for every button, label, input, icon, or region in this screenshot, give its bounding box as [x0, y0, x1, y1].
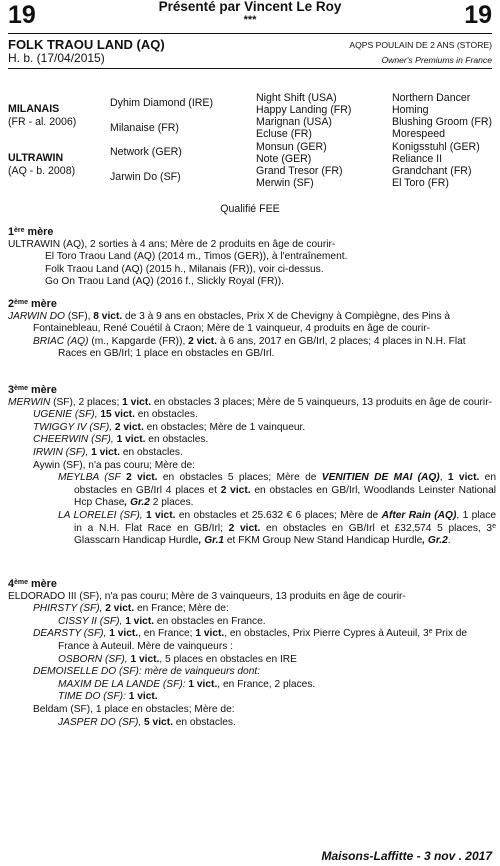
gen4-3: Blushing Groom (FR)	[392, 116, 493, 128]
gen4-6: Reliance II	[392, 153, 443, 165]
produce-line: OSBORN (SF), 1 vict., 5 places en obstacles en IRE	[58, 653, 297, 665]
section-second-dam	[8, 298, 496, 361]
produce-line: DEMOISELLE DO (SF): mère de vainqueurs dont:	[33, 666, 261, 678]
produce-line: Go On Traou Land (AQ) (2016 f., Slickly Royal (FR)).	[45, 276, 284, 288]
gen3-8: Merwin (SF)	[256, 177, 314, 189]
produce-line: DEARSTY (SF), 1 vict., en France; 1 vict., en obstacles, Prix Pierre Cypres à Auteuil, 3e Prix de France à Auteuil. Mère de vainqueurs :	[33, 628, 468, 652]
lot-number-right: 19	[464, 1, 492, 29]
sire-name: MILANAIS	[8, 103, 60, 115]
produce-line: El Toro Traou Land (AQ) (2014 m., Timos (GER)), à l'entraînement.	[45, 251, 348, 263]
section-title: 2ème mère	[8, 298, 57, 310]
gen4-2: Homing	[392, 104, 429, 116]
produce-line: MAXIM DE LA LANDE (SF): 1 vict., en France, 2 places.	[58, 678, 316, 690]
qualification: Qualifié FEE	[220, 203, 280, 215]
gen3-4: Ecluse (FR)	[256, 128, 312, 140]
produce-line: CISSY II (SF), 1 vict. en obstacles en France.	[58, 615, 266, 627]
produce-line: LA LORELEI (SF), 1 vict. en obstacles et 25.632 € 6 places; Mère de After Rain (AQ), 1 place in a N.H. Flat Race en GB/Irl; 2 vict. en obstacles en GB/Irl et £32,574 5 places, 3e Glasscarn Handicap Hurdle, Gr.1 et FKM Group New Stand Handicap Hurdle, Gr.2.	[58, 509, 496, 547]
header-rule	[8, 33, 492, 34]
title-rule	[8, 68, 492, 69]
produce-line: UGENIE (SF), 15 vict. en obstacles.	[33, 409, 198, 421]
gen3-6: Note (GER)	[256, 153, 312, 165]
dam-summary: ULTRAWIN (AQ), 2 sorties à 4 ans; Mère de 2 produits en âge de courir-	[8, 238, 336, 250]
section-fourth-dam	[8, 578, 496, 729]
produce-line: Folk Traou Land (AQ) (2015 h., Milanais (FR)), voir ci-dessus.	[45, 263, 324, 275]
produce-line: PHIRSTY (SF), 2 vict. en France; Mère de:	[33, 603, 229, 615]
produce-line: Aywin (SF), n'a pas couru; Mère de:	[33, 459, 195, 471]
dam-name: ULTRAWIN	[8, 152, 64, 164]
gen2-dam-dam: Jarwin Do (SF)	[110, 171, 181, 183]
produce-line: JASPER DO (SF), 5 vict. en obstacles.	[58, 716, 236, 728]
gen4-7: Grandchant (FR)	[392, 165, 472, 177]
gen2-dam-sire: Network (GER)	[110, 146, 182, 158]
gen3-5: Monsun (GER)	[256, 141, 327, 153]
gen4-5: Konigsstuhl (GER)	[392, 141, 480, 153]
gen3-2: Happy Landing (FR)	[256, 104, 352, 116]
dam-summary: ELDORADO III (SF), n'a pas couru; Mère de 3 vainqueurs, 13 produits en âge de courir-	[8, 590, 406, 602]
produce-line: CHEERWIN (SF), 1 vict. en obstacles.	[33, 434, 209, 446]
owners-premiums: Owner's Premiums in France	[381, 55, 492, 65]
lot-number-left: 19	[8, 1, 36, 29]
gen2-sire-sire: Dyhim Diamond (IRE)	[110, 97, 214, 109]
horse-category: AQPS POULAIN DE 2 ANS (STORE)	[349, 40, 492, 50]
section-first-dam	[8, 226, 496, 289]
gen4-4: Morespeed	[392, 128, 445, 140]
section-title: 4ème mère	[8, 578, 57, 590]
gen4-1: Northern Dancer	[392, 92, 471, 104]
gen2-sire-dam: Milanaise (FR)	[110, 122, 179, 134]
gen4-8: El Toro (FR)	[392, 177, 449, 189]
section-title: 3ème mère	[8, 384, 57, 396]
horse-birth: H. b. (17/04/2015)	[8, 51, 105, 65]
consignor-line: Présenté par Vincent Le Roy	[158, 0, 342, 14]
produce-line: MEYLBA (SF 2 vict. en obstacles 5 places; Mère de VENITIEN DE MAI (AQ), 1 vict. en obstacles en GB/Irl 4 places et 2 vict. en obstacles en GB/Irl, Woodlands Leinster National Hcp Chase, Gr.2 2 places.	[58, 472, 497, 509]
produce-line: Beldam (SF), 1 place en obstacles; Mère de:	[33, 703, 235, 715]
horse-name: FOLK TRAOU LAND (AQ)	[8, 37, 165, 52]
produce-line: TIME DO (SF): 1 vict.	[58, 691, 158, 703]
section-title: 1ère mère	[8, 226, 54, 238]
section-third-dam	[8, 384, 496, 548]
sale-location-date: Maisons-Laffitte - 3 nov . 2017	[321, 849, 492, 863]
sire-info: (FR - al. 2006)	[8, 116, 77, 128]
dam-info: (AQ - b. 2008)	[8, 165, 76, 177]
gen3-7: Grand Tresor (FR)	[256, 165, 343, 177]
produce-line: TWIGGY IV (SF), 2 vict. en obstacles; Mère de 1 vainqueur.	[33, 421, 306, 433]
produce-line: IRWIN (SF), 1 vict. en obstacles.	[33, 446, 183, 458]
dam-summary: MERWIN (SF), 2 places; 1 vict. en obstacles 3 places; Mère de 5 vainqueurs, 13 produits en âge de courir-	[8, 396, 492, 408]
produce-line: BRIAC (AQ) (m., Kapgarde (FR)), 2 vict. à 6 ans, 2017 en GB/Irl, 2 places; 4 places in N.H. Flat Races en GB/Irl; 1 place en obstacles en GB/Irl.	[33, 335, 466, 360]
gen3-3: Marignan (USA)	[256, 116, 332, 128]
gen3-1: Night Shift (USA)	[256, 92, 337, 104]
rating-stars: ***	[243, 14, 257, 26]
dam-summary: JARWIN DO (SF), 8 vict. de 3 à 9 ans en obstacles, Prix X de Chevigny à Compiègne, des Pins à Fontainebleau, René Couétil à Craon; Mère de 1 vainqueur, 4 produits en âge de courir-	[8, 310, 451, 335]
